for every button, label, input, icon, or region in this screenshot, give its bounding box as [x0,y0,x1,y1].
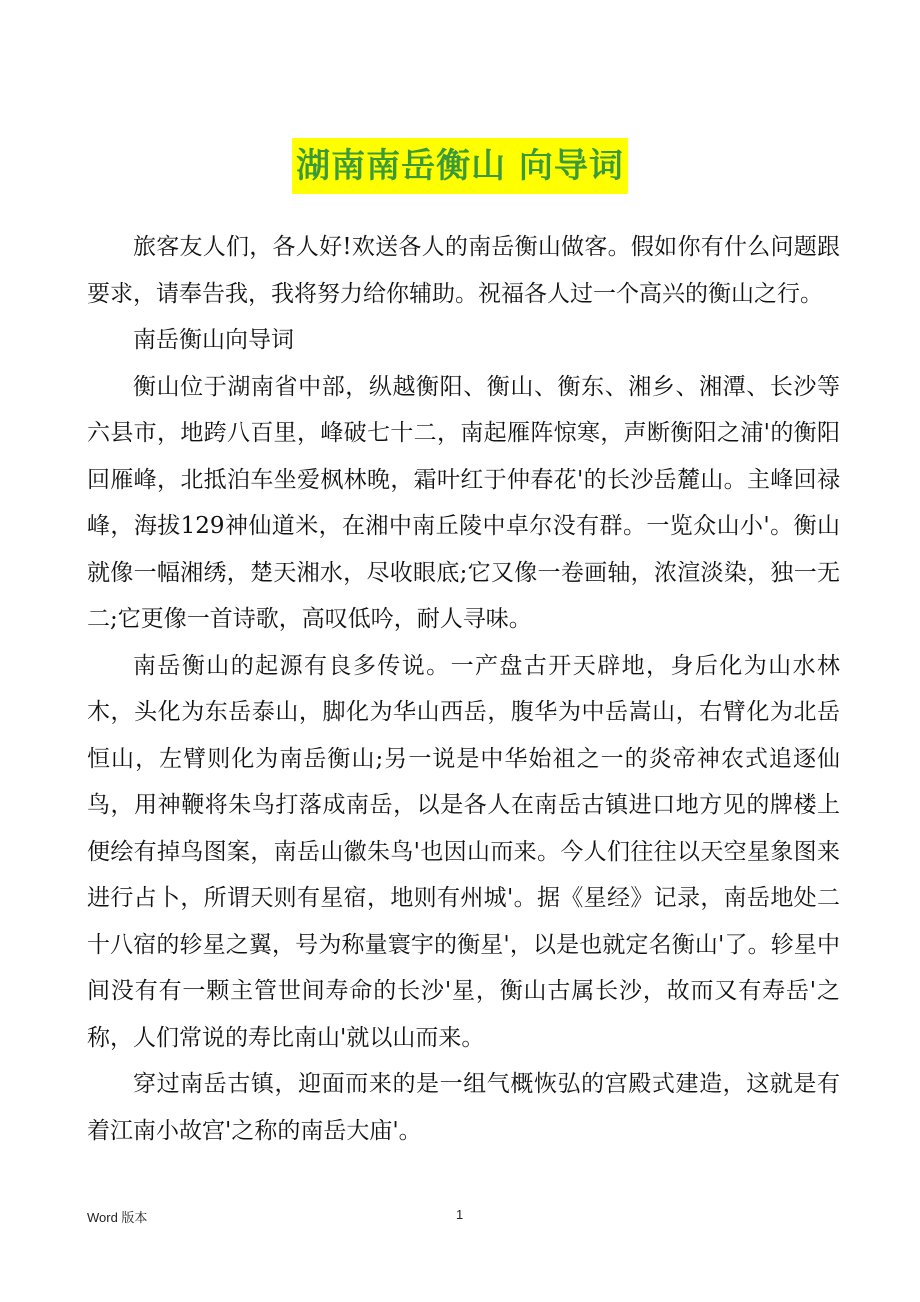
footer-label: Word 版本 [87,1210,148,1225]
paragraph-legend: 南岳衡山的起源有良多传说。一产盘古开天辟地，身后化为山水林木，头化为东岳泰山，脚化为华山西岳，腹华为中岳嵩山，右臂化为北岳恒山，左臂则化为南岳衡山;另一说是中华始祖之一的炎帝神农式追逐仙鸟，用神鞭将朱鸟打落成南岳，以是各人在南岳古镇进口地方见的牌楼上便绘有掉鸟图案，南岳山徽朱鸟'也因山而来。今人们往往以天空星象图来进行占卜，所谓天则有星宿，地则有州城'。据《星经》记录，南岳地处二十八宿的轸星之翼，号为称量寰宇的衡星'，以是也就定名衡山'了。轸星中间没有有一颗主管世间寿命的长沙'星，衡山古属长沙，故而又有寿岳'之称，人们常说的寿比南山'就以山而来。 [87,652,840,1051]
page-number: 1 [456,1207,464,1222]
paragraph-subtitle: 南岳衡山向导词 [133,327,294,353]
paragraph-greeting: 旅客友人们，各人好!欢送各人的南岳衡山做客。假如你有什么问题跟要求，请奉告我，我将努力给你辅助。祝福各人过一个高兴的衡山之行。 [87,234,840,307]
paragraph-temple: 穿过南岳古镇，迎面而来的是一组气概恢弘的宫殿式建造，这就是有着江南小故宫'之称的南岳大庙'。 [87,1071,840,1144]
paragraph-location: 衡山位于湖南省中部，纵越衡阳、衡山、衡东、湘乡、湘潭、长沙等六县市，地跨八百里，峰破七十二，南起雁阵惊寒，声断衡阳之浦'的衡阳回雁峰，北抵泊车坐爱枫林晚，霜叶红于仲春花'的长沙岳麓山。主峰回禄峰，海拔129神仙道米，在湘中南丘陵中卓尔没有群。一览众山小'。衡山就像一幅湘绣，楚天湘水，尽收眼底;它又像一卷画轴，浓渲淡染，独一无二;它更像一首诗歌，高叹低吟，耐人寻味。 [87,373,840,632]
document-title: 湖南南岳衡山 向导词 [292,138,628,194]
title-container [0,138,920,194]
document-body [87,224,840,1154]
